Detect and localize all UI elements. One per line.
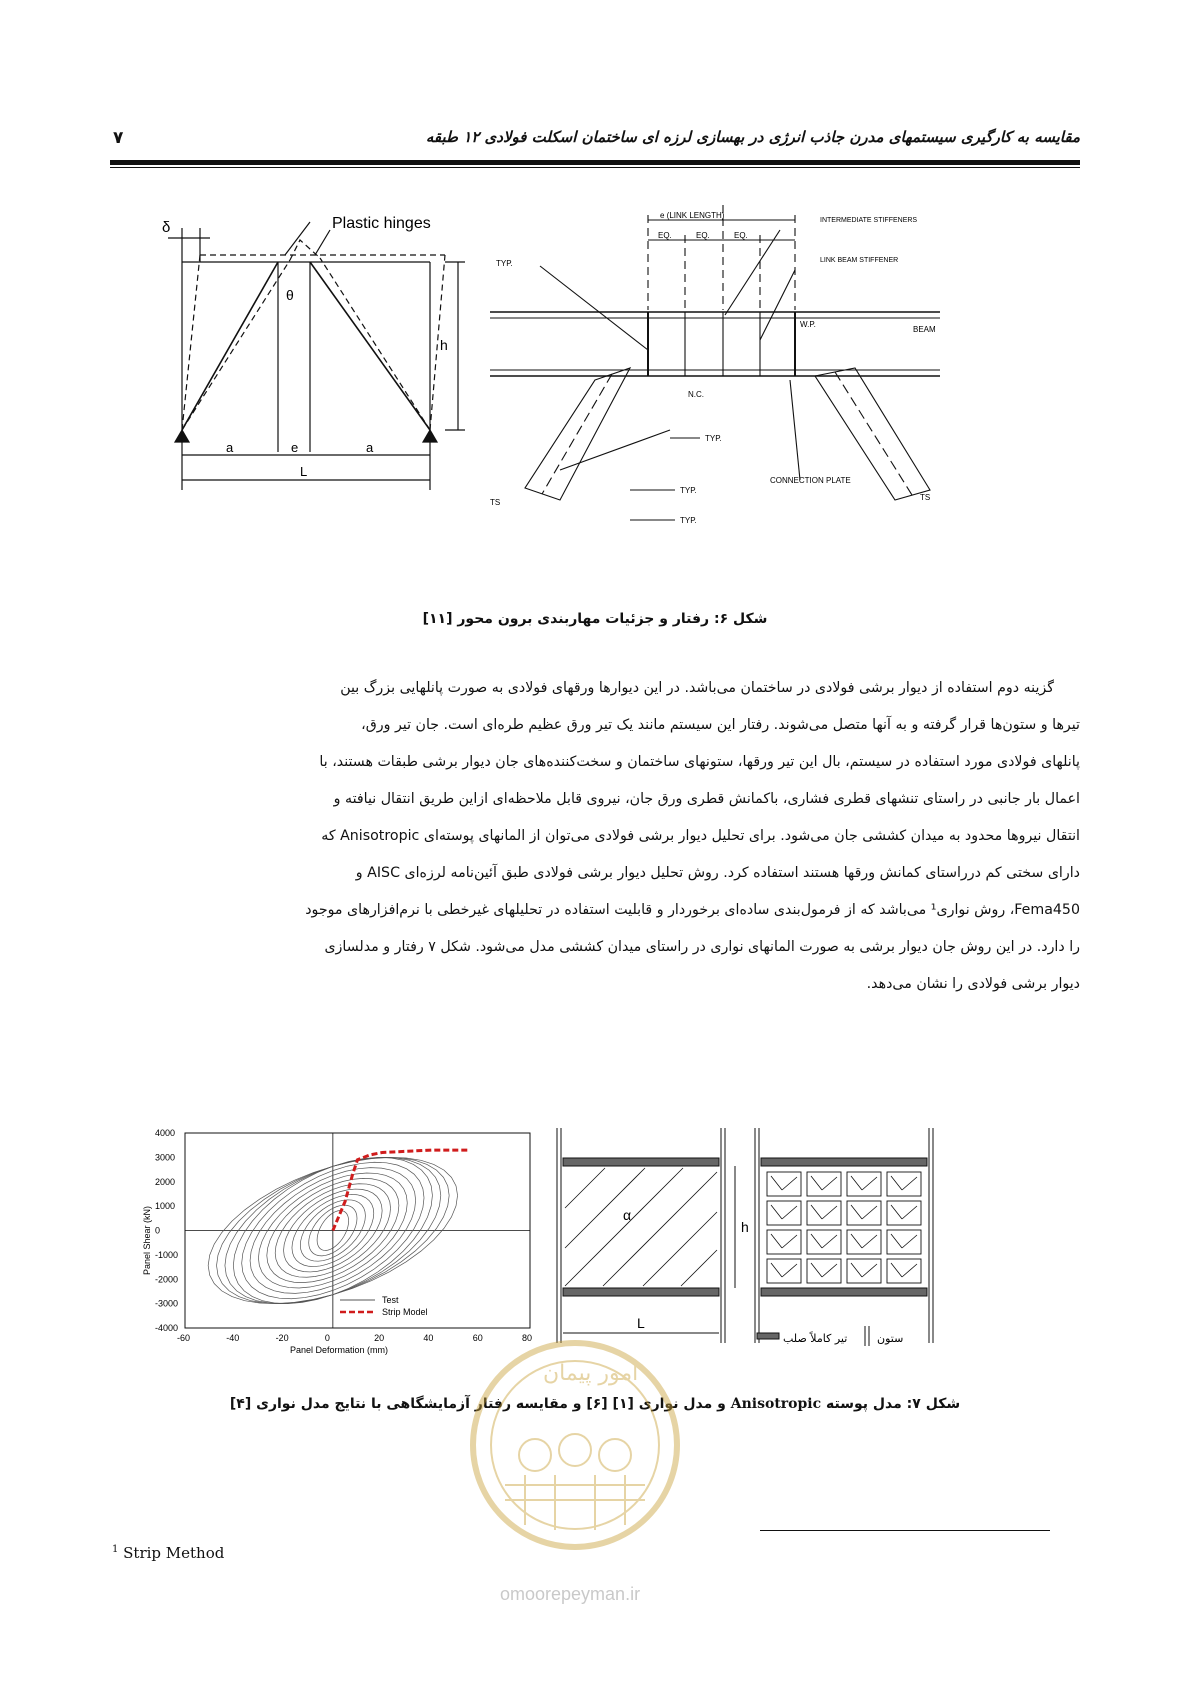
shell-cell bbox=[807, 1172, 841, 1196]
typ-label-top: TYP. bbox=[496, 259, 513, 268]
footnote-marker: 1 bbox=[112, 1544, 119, 1555]
y-tick-label: 3000 bbox=[155, 1152, 176, 1163]
x-axis-title: Panel Deformation (mm) bbox=[290, 1345, 389, 1355]
y-axis-title: Panel Shear (kN) bbox=[142, 1205, 152, 1275]
shell-cell bbox=[767, 1259, 801, 1283]
shell-arrow bbox=[862, 1264, 877, 1277]
x-tick-label: -40 bbox=[226, 1333, 240, 1343]
body-line: انتقال نیروها محدود به میدان کششی جان می‌شود. برای تحلیل دیوار برشی فولادی می‌توان از المانهای پوسته‌ای Anisotropic که bbox=[321, 828, 1080, 844]
shell-arrow bbox=[771, 1205, 782, 1219]
eq-label-1: EQ. bbox=[658, 231, 672, 240]
body-line: اعمال بار جانبی در راستای تنشهای قطری فشاری، باکمانش قطری ورق جان، نیروی قابل ملاحظه‌ای ازاین طریق انتقال نیافته و bbox=[333, 791, 1080, 807]
body-line: دارای سختی کم درراستای کمانش ورقها هستند استفاده کرد. روش تحلیل دیوار برشی فولادی طبق آئین‌نامه لرزه‌ای AISC و bbox=[355, 865, 1080, 881]
caption-latin: Anisotropic bbox=[730, 1396, 822, 1412]
shell-model-panel bbox=[755, 1128, 933, 1343]
strip-model-panel bbox=[557, 1128, 735, 1343]
plastic-hinges-label: Plastic hinges bbox=[332, 215, 431, 232]
y-tick-label: -3000 bbox=[155, 1298, 179, 1309]
shell-cell bbox=[807, 1230, 841, 1254]
shell-arrow bbox=[822, 1177, 837, 1190]
body-line: را دارد. در این روش جان دیوار برشی به صورت المانهای نواری در راستای میدان کششی مدل می‌شود. شکل ۷ رفتار و مدلسازی bbox=[324, 939, 1080, 955]
panel-h-label: h bbox=[741, 1219, 749, 1235]
shell-arrow bbox=[771, 1234, 782, 1248]
x-tick-label: 20 bbox=[374, 1333, 385, 1343]
nc-label: N.C. bbox=[688, 390, 704, 399]
footnote bbox=[112, 1544, 224, 1562]
shell-cell bbox=[887, 1230, 921, 1254]
shell-cell bbox=[767, 1201, 801, 1225]
shell-arrow bbox=[811, 1234, 822, 1248]
alpha-label: α bbox=[623, 1207, 632, 1223]
shell-arrow bbox=[822, 1206, 837, 1219]
typ-label-low2: TYP. bbox=[680, 516, 697, 525]
shell-cell bbox=[847, 1172, 881, 1196]
legend-strip-label: Strip Model bbox=[382, 1307, 428, 1317]
shell-arrow bbox=[811, 1205, 822, 1219]
model-legend bbox=[757, 1326, 903, 1346]
shell-arrow bbox=[851, 1176, 862, 1190]
shell-arrow bbox=[811, 1176, 822, 1190]
eq-label-2: EQ. bbox=[696, 231, 710, 240]
legend-column: ستون bbox=[877, 1332, 904, 1345]
y-tick-label: 0 bbox=[155, 1225, 161, 1236]
body-line: دیوار برشی فولادی را نشان می‌دهد. bbox=[866, 976, 1080, 992]
x-tick-label: 40 bbox=[423, 1333, 434, 1343]
shell-cell bbox=[847, 1259, 881, 1283]
shell-cell bbox=[807, 1201, 841, 1225]
shell-arrow bbox=[771, 1263, 782, 1277]
shell-arrow bbox=[862, 1177, 877, 1190]
ts-label-left: TS bbox=[490, 498, 501, 507]
body-line: پانلهای فولادی مورد استفاده در سیستم، بال این تیر ورقها، ستونهای ساختمان و سخت‌کننده‌های جان دیوار برشی طبقات هستند، با bbox=[319, 754, 1080, 770]
shell-arrow bbox=[902, 1264, 917, 1277]
shell-cell bbox=[887, 1172, 921, 1196]
body-line: Fema450، روش نواری¹ می‌باشد که از فرمول‌بندی ساده‌ای برخوردار و قابلیت استفاده در تحلیلهای غیرخطی با نرم‌افزارهای موجود bbox=[305, 902, 1080, 918]
caption-prefix: شکل ۷: مدل پوسته bbox=[826, 1396, 961, 1412]
shell-arrow bbox=[891, 1234, 902, 1248]
shell-arrow bbox=[902, 1235, 917, 1248]
watermark-arc-text: امور پیمان bbox=[543, 1361, 639, 1386]
header-rule bbox=[110, 160, 1080, 165]
y-tick-label: 2000 bbox=[155, 1176, 176, 1187]
body-line: تیرها و ستون‌ها قرار گرفته و به آنها متصل می‌شوند. رفتار این سیستم مانند یک تیر ورق عظیم طره‌ای است. جان تیر ورق، bbox=[361, 717, 1080, 733]
header-rule-thin bbox=[110, 167, 1080, 168]
shell-cell bbox=[847, 1201, 881, 1225]
shell-arrow bbox=[782, 1264, 797, 1277]
shell-cell bbox=[887, 1201, 921, 1225]
shell-cell bbox=[847, 1230, 881, 1254]
footnote-text: Strip Method bbox=[123, 1544, 225, 1562]
shell-cell bbox=[767, 1230, 801, 1254]
link-beam-stiffener-label: LINK BEAM STIFFENER bbox=[820, 257, 899, 264]
page-number: ۷ bbox=[113, 128, 124, 148]
link-beam-detail-diagram bbox=[490, 205, 940, 520]
y-tick-label: -1000 bbox=[155, 1249, 179, 1260]
x-tick-label: 60 bbox=[472, 1333, 483, 1343]
y-tick-label: -2000 bbox=[155, 1274, 179, 1285]
connection-plate-label: CONNECTION PLATE bbox=[770, 476, 851, 485]
footnote-rule bbox=[760, 1530, 1050, 1531]
shell-arrow bbox=[811, 1263, 822, 1277]
steel-shear-wall-models bbox=[545, 1128, 1055, 1360]
shell-arrow bbox=[851, 1205, 862, 1219]
y-tick-label: 1000 bbox=[155, 1201, 176, 1212]
shell-arrow bbox=[782, 1206, 797, 1219]
x-tick-label: -20 bbox=[275, 1333, 289, 1343]
shell-arrow bbox=[822, 1235, 837, 1248]
shell-arrow bbox=[902, 1206, 917, 1219]
shell-arrow bbox=[782, 1235, 797, 1248]
y-tick-label: -4000 bbox=[155, 1323, 179, 1333]
shell-cell bbox=[887, 1259, 921, 1283]
x-tick-label: 80 bbox=[522, 1333, 533, 1343]
shell-cell bbox=[767, 1172, 801, 1196]
figure-6 bbox=[140, 200, 1050, 550]
wp-label: W.P. bbox=[800, 320, 816, 329]
shell-cell bbox=[807, 1259, 841, 1283]
shell-arrow bbox=[822, 1264, 837, 1277]
y-tick-label: 4000 bbox=[155, 1128, 176, 1138]
running-header-title: مقایسه به کارگیری سیستمهای مدرن جاذب انرژی در بهسازی لرزه ای ساختمان اسکلت فولادی ۱۲ طبقه bbox=[425, 128, 1080, 146]
shell-arrow bbox=[862, 1206, 877, 1219]
watermark-url: omoorepeyman.ir bbox=[500, 1584, 641, 1604]
L-label: L bbox=[300, 464, 308, 479]
hysteresis-chart bbox=[140, 1125, 540, 1355]
shell-arrow bbox=[771, 1176, 782, 1190]
theta-label: θ bbox=[286, 287, 294, 303]
a-label-left: a bbox=[226, 440, 234, 455]
typ-label-low1: TYP. bbox=[680, 486, 697, 495]
shell-arrow bbox=[891, 1205, 902, 1219]
body-line: گزینه دوم استفاده از دیوار برشی فولادی در ساختمان می‌باشد. در این دیوارها ورقهای فولادی به صورت پانلهایی بزرگ بین bbox=[340, 680, 1054, 696]
beam-label: BEAM bbox=[913, 325, 936, 334]
watermark-logo bbox=[455, 1335, 695, 1610]
shell-arrow bbox=[782, 1177, 797, 1190]
legend-test-label: Test bbox=[382, 1295, 399, 1305]
h-label: h bbox=[440, 337, 448, 353]
caption-suffix: و مدل نواری [۱] [۶] و مقایسه رفتار آزمایشگاهی با نتایج مدل نواری [۴] bbox=[229, 1396, 726, 1412]
shell-arrow bbox=[891, 1263, 902, 1277]
body-paragraph bbox=[120, 670, 1080, 1003]
x-tick-label: -60 bbox=[177, 1333, 191, 1343]
shell-arrow bbox=[851, 1234, 862, 1248]
ts-label-right: TS bbox=[920, 493, 931, 502]
eccentric-brace-frame-diagram bbox=[168, 222, 465, 490]
e-label: e bbox=[291, 440, 299, 455]
shell-arrow bbox=[862, 1235, 877, 1248]
x-tick-label: 0 bbox=[324, 1333, 330, 1343]
panel-L-label: L bbox=[637, 1315, 645, 1331]
legend-rigid-beam: تیر کاملاً صلب bbox=[783, 1332, 848, 1345]
link-length-label: e (LINK LENGTH) bbox=[660, 211, 725, 220]
eq-label-3: EQ. bbox=[734, 231, 748, 240]
shell-arrow bbox=[902, 1177, 917, 1190]
shell-arrow bbox=[891, 1176, 902, 1190]
typ-label-mid: TYP. bbox=[705, 434, 722, 443]
delta-label: δ bbox=[162, 219, 171, 236]
a-label-right: a bbox=[366, 440, 374, 455]
shell-arrow bbox=[851, 1263, 862, 1277]
intermediate-stiffeners-label: INTERMEDIATE STIFFENERS bbox=[820, 217, 918, 224]
figure-6-caption: شکل ۶: رفتار و جزئیات مهاربندی برون محور [۱۱] bbox=[422, 611, 768, 627]
